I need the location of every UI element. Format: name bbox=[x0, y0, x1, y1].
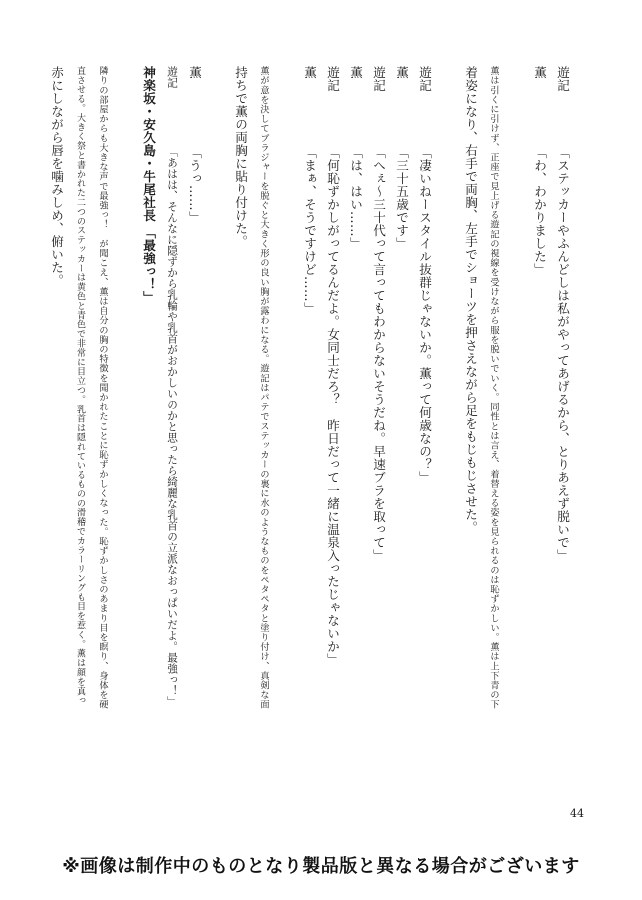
text-column bbox=[390, 66, 413, 716]
text-column bbox=[344, 66, 367, 716]
column-text: 「最強っ！」 bbox=[141, 226, 156, 304]
blank-column bbox=[114, 66, 137, 716]
column-text: 「へぇ〜三十代って言ってもわからないそうだね。早速ブラを取って」 bbox=[371, 146, 386, 562]
text-column bbox=[459, 66, 482, 716]
column-text: 「まぁ、そうですけど……」 bbox=[302, 146, 317, 315]
column-text: 「凄いねースタイル抜群じゃないか。薫って何歳なの？」 bbox=[417, 146, 432, 484]
text-column bbox=[321, 66, 344, 716]
text-column bbox=[528, 66, 551, 716]
speaker-name: 遊記 bbox=[166, 66, 178, 88]
speaker-name: 遊記 bbox=[555, 66, 570, 92]
text-column bbox=[482, 66, 505, 716]
vertical-text-area bbox=[45, 66, 574, 716]
text-column bbox=[91, 66, 114, 716]
text-column bbox=[229, 66, 252, 716]
speaker-name: 薫 bbox=[532, 66, 547, 79]
text-column bbox=[252, 66, 275, 716]
page-number: 44 bbox=[570, 807, 584, 820]
disclaimer-notice: ※画像は制作中のものとなり製品版と異なる場合がございます bbox=[62, 856, 580, 877]
column-text: 直させる。大きく祭と書かれた二つのステッカーは黄色と青色で非常に目立つ。乳首は隠れているものの滑稽でカラーリングも目を惹く。薫は顔を真っ bbox=[75, 66, 85, 706]
column-text: 薫が意を決してブラジャーを脱ぐと大きく形の良い胸が露わになる。遊記はパテでステッカーの裏に水のようなものをペタペタと塗り付け、真剣な面 bbox=[258, 66, 269, 710]
speaker-name: 遊記 bbox=[325, 66, 340, 92]
blank-column bbox=[206, 66, 229, 716]
column-text: 「あはは、そんなに隠ずから乳輪や乳首がおかしいのかと思ったら綺麗な乳首の立派なおっぱいだよ。最強っ！」 bbox=[166, 146, 178, 707]
speaker-name: 薫 bbox=[348, 66, 363, 79]
column-text: 持ちで薫の両胸に貼り付けた。 bbox=[233, 66, 248, 248]
speaker-name: 薫 bbox=[302, 66, 317, 79]
speaker-name: 薫 bbox=[187, 66, 202, 79]
column-text: 隣りの部屋からも大きな声で最強っ！ が聞こえ、薫は自分の胸の特徴を聞かれたことに恥ずかしくなった。恥ずかしさのあまり目を瞑り、身体を硬 bbox=[97, 66, 108, 710]
speaker-name: 神楽坂・安久島・牛尾社長 bbox=[141, 66, 156, 222]
column-text: 薫は引くに引けず、正座で見上げる遊記の視線を受けながら服を脱いでいく。同性とは言え、着替える姿を見られるのは恥ずかしい。薫は上下青の下 bbox=[488, 66, 499, 710]
speaker-name: 遊記 bbox=[417, 66, 432, 92]
blank-column bbox=[436, 66, 459, 716]
text-column bbox=[137, 66, 160, 716]
speaker-name: 遊記 bbox=[371, 66, 386, 92]
text-column bbox=[367, 66, 390, 716]
column-text: 「ステッカーやふんどしは私がやってあげるから、とりあえず脱いで」 bbox=[555, 146, 570, 562]
blank-column bbox=[275, 66, 298, 716]
blank-column bbox=[505, 66, 528, 716]
text-column bbox=[298, 66, 321, 716]
column-text: 「わ、わかりました」 bbox=[532, 146, 547, 276]
speaker-name: 薫 bbox=[394, 66, 409, 79]
column-text: 「三十五歳です」 bbox=[394, 146, 409, 250]
column-text: 「うっ……」 bbox=[187, 146, 202, 224]
text-column bbox=[45, 66, 68, 716]
text-column bbox=[68, 66, 91, 716]
text-column bbox=[413, 66, 436, 716]
text-column bbox=[160, 66, 183, 716]
column-text: 「は、はい……」 bbox=[348, 146, 363, 250]
text-column bbox=[551, 66, 574, 716]
column-text: 着姿になり、右手で両胸、左手でショーツを押さえながら足をもじもじさせた。 bbox=[463, 66, 478, 534]
column-text: 「何恥ずかしがってるんだよ。女同士だろ？ 昨日だって一緒に温泉入ったじゃないか」 bbox=[325, 146, 340, 666]
text-column bbox=[183, 66, 206, 716]
column-text: 赤にしながら唇を噛みしめ、俯いた。 bbox=[49, 66, 64, 287]
